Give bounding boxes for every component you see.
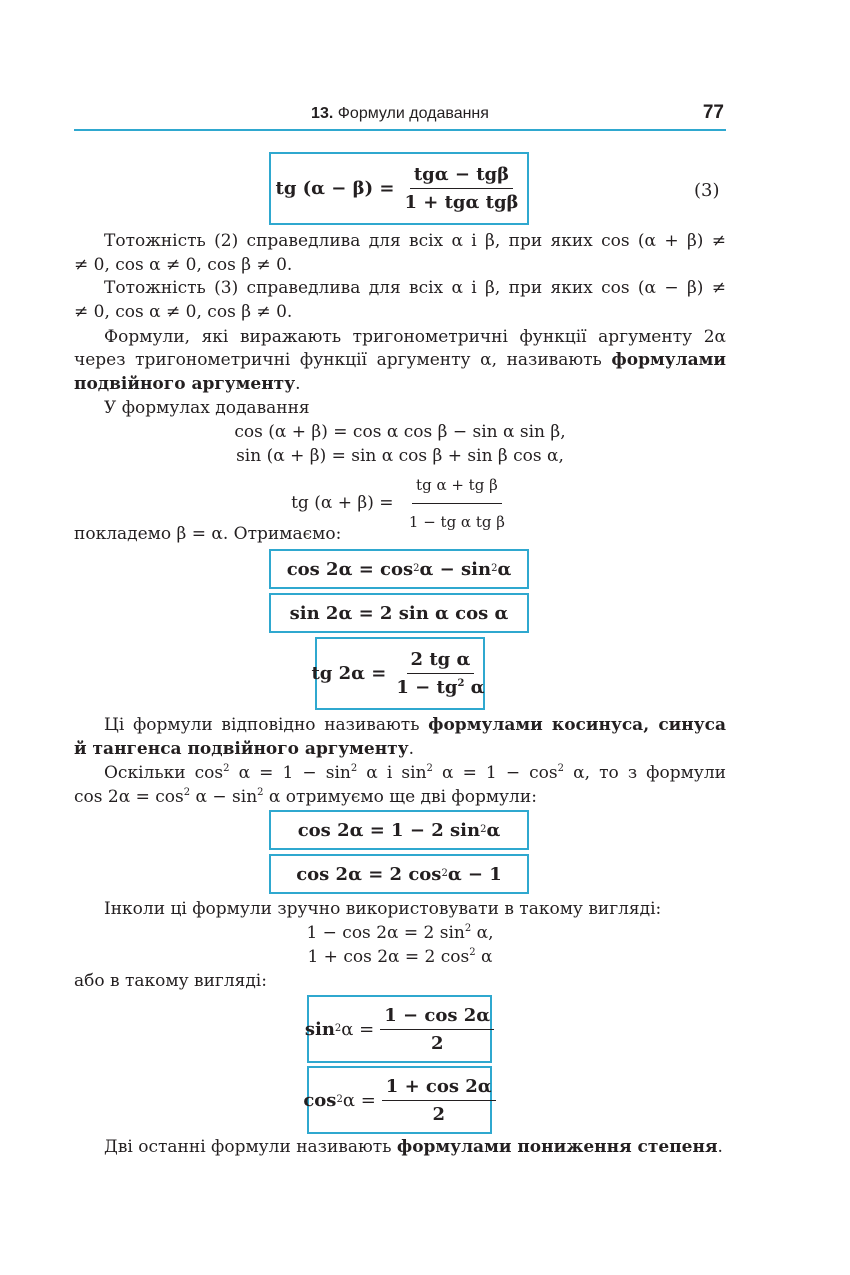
text-line: Формули, які виражають тригонометричні функції аргументу 2α	[104, 327, 726, 347]
text-line: й тангенса подвійного аргументу.	[74, 739, 414, 759]
text-line: подвійного аргументу.	[74, 374, 301, 394]
equation-cos-sum: cos (α + β) = cos α cos β − sin α sin β,	[234, 422, 566, 442]
header-rule	[74, 129, 726, 131]
text-line: покладемо β = α. Отримаємо:	[74, 524, 342, 544]
formula-tg-double: tg 2α = $\frac{\text{2 tg α}}{1 - tg^2 \alpha}$	[315, 637, 485, 710]
formula-cos-squared: cos 2 α = $\frac{1 + \cos 2\alpha}{2}$	[307, 1066, 492, 1134]
page-number: 77	[702, 102, 724, 123]
text-line: Інколи ці формули зручно використовувати в такому вигляді:	[104, 899, 662, 919]
formula-tg-difference: tg (α − β) = $\frac{\text{tgα − tgβ}}{\text{1 + tgα tgβ}}$	[269, 152, 529, 225]
text-line: Оскільки $\cos^2 \alpha = 1 - \sin^2 \alpha$ і $\sin^2 \alpha = 1 - \cos^2 \alpha$, то з формули	[104, 763, 726, 783]
text-line: У формулах додавання	[104, 398, 310, 418]
text-line: або в такому вигляді:	[74, 971, 267, 991]
equation-one-minus-cos: 1 − cos 2α = 2 $\sin^2 \alpha$,	[306, 923, 494, 943]
equation-sin-sum: sin (α + β) = sin α cos β + sin β cos α,	[236, 446, 564, 466]
text-line: ≠ 0, cos α ≠ 0, cos β ≠ 0.	[74, 302, 293, 322]
formula-cos-double-sin: cos 2α = 1 − 2 sin 2 α	[269, 810, 529, 850]
text-line: Тотожність (2) справедлива для всіх α і β, при яких cos (α + β) ≠	[104, 231, 726, 251]
text-line: через тригонометричні функції аргументу α, називають формулами	[74, 350, 726, 370]
text-line: ≠ 0, cos α ≠ 0, cos β ≠ 0.	[74, 255, 293, 275]
equation-one-plus-cos: 1 + cos 2α = 2 $\cos^2 \alpha$	[307, 947, 493, 967]
text-line: Тотожність (3) справедлива для всіх α і β, при яких cos (α − β) ≠	[104, 278, 726, 298]
equation-tg-sum: tg (α + β) = $\frac{\text{tg α + tg β}}{\text{1 − tg α tg β}}$	[74, 470, 726, 537]
formula-sin-squared: sin 2 α = $\frac{1 - \cos 2\alpha}{2}$	[307, 995, 492, 1063]
text-line: Дві останні формули називають формулами пониження степеня.	[104, 1137, 723, 1157]
page-header	[74, 100, 726, 130]
section-title: 13. Формули додавання	[311, 105, 489, 122]
text-line: Ці формули відповідно називають формулами косинуса, синуса	[104, 715, 726, 735]
formula-cos-double-cos: cos 2α = 2 cos 2 α − 1	[269, 854, 529, 894]
equation-number: (3)	[694, 180, 720, 201]
formula-cos-double: cos 2α = cos 2 α − sin 2 α	[269, 549, 529, 589]
text-line: $\cos 2\alpha = \cos^2 \alpha - \sin^2 \alpha$ отримуємо ще дві формули:	[74, 787, 537, 807]
formula-sin-double: sin 2α = 2 sin α cos α	[269, 593, 529, 633]
